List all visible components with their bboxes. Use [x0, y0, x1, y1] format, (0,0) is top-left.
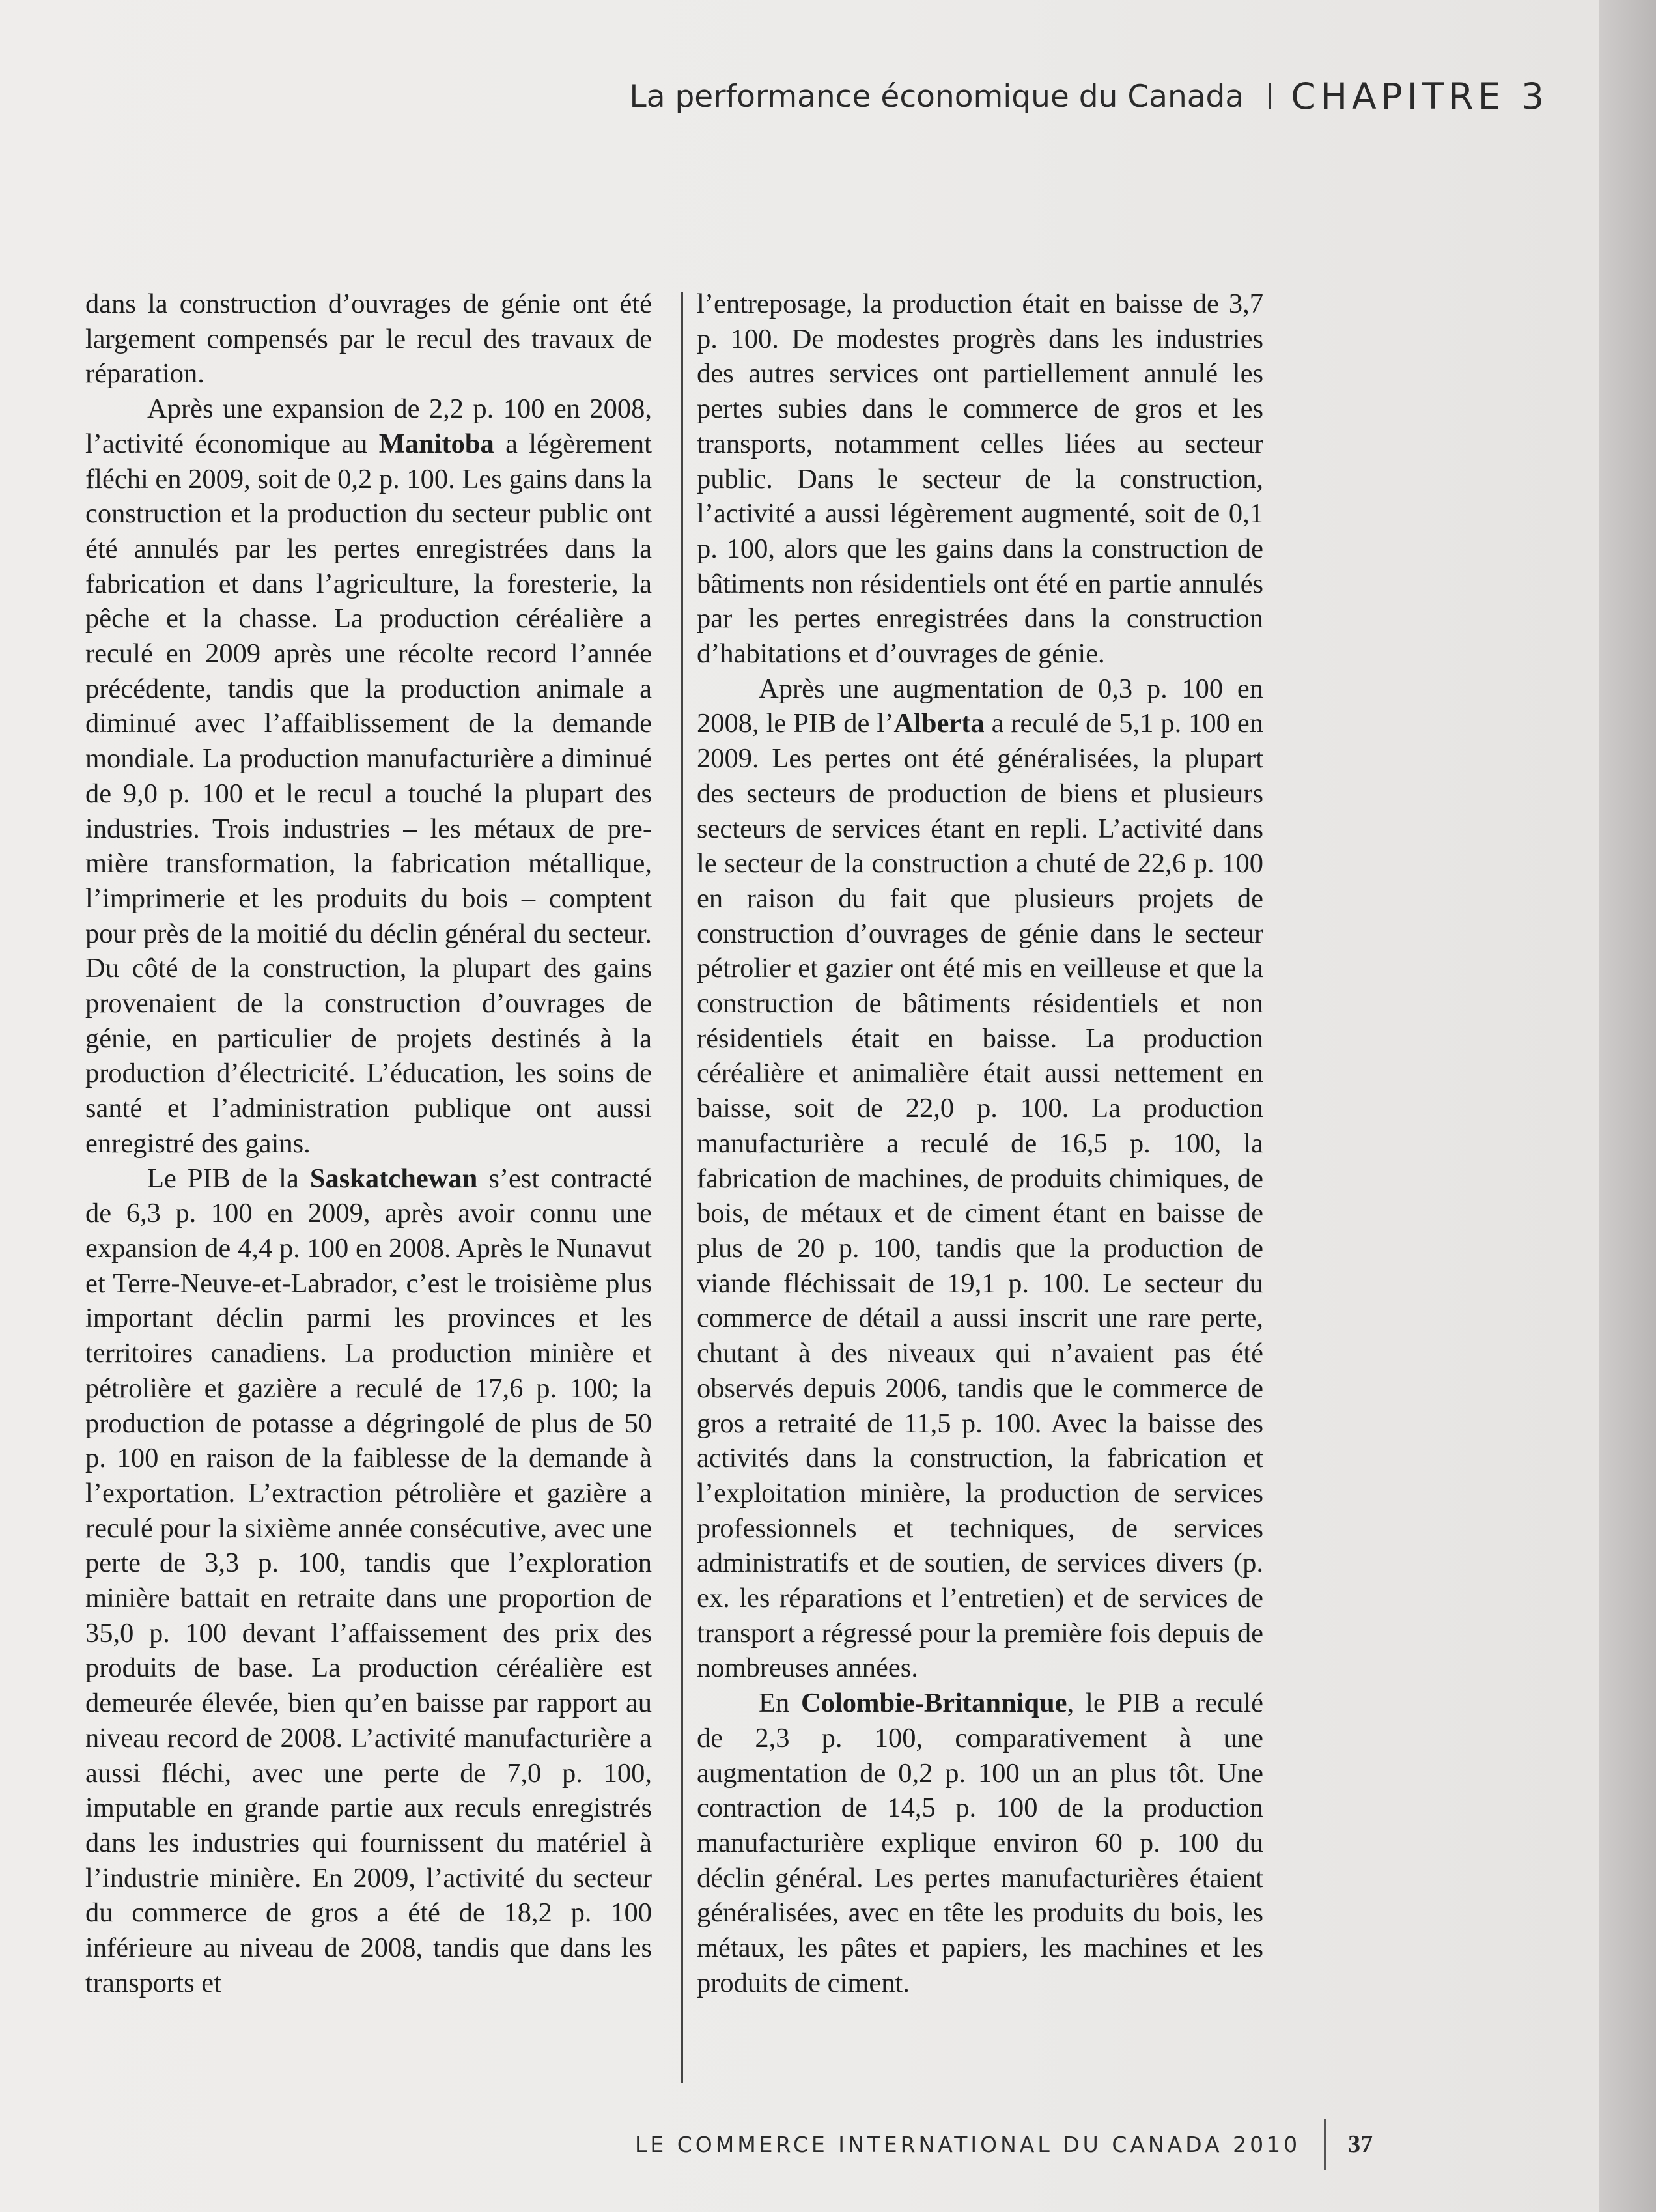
right-column: [697, 287, 1263, 2000]
running-header: [630, 70, 1549, 122]
chapter-label: CHAPITRE 3: [1291, 76, 1549, 117]
paragraph: l’entreposage, la production était en baisse de 3,7 p. 100. De modestes progrès dans les industries des autres services ont partiellement annulé les pertes subies dans le commerce de gros et les transports, notamment celles liées au secteur public. Dans le secteur de la construction, l’activité a aussi légèrement augmenté, soit de 0,1 p. 100, alors que les gains dans la construction de bâtiments non résidentiels ont été en partie annulés par les pertes enregistrées dans la construction d’habitations et d’ouvrages de génie.: [697, 289, 1263, 670]
running-footer: [635, 2125, 1373, 2164]
page-edge-shadow: [1599, 0, 1656, 2212]
province-name: Colombie-Britannique: [801, 1688, 1067, 1719]
paragraph-manitoba: Après une expansion de 2,2 p. 100 en 2008, l’activité économique au Manitoba a légèrement fléchi en 2009, soit de 0,2 p. 100. Les gains dans la construction et la production du secteur public ont été annulés par les pertes enregistrées dans la fabrication et dans l’agriculture, la foresterie, la pêche et la chasse. La production céréalière a reculé en 2009 après une récolte record l’année précédente, tandis que la production animale a diminué avec l’affaiblissement de la demande mondiale. La production manufacturière a diminué de 9,0 p. 100 et le recul a touché la plupart des industries. Trois industries – les métaux de première transformation, la fabrication métallique, l’imprimerie et les produits du bois – comptent pour près de la moitié du déclin général du secteur. Du côté de la construction, la plupart des gains provenaient de la construction d’ouvrages de génie, en particulier de projets destinés à la production d’électricité. L’éducation, les soins de santé et l’administration publique ont aussi enregistré des gains.: [85, 393, 652, 1159]
footer-separator: [1324, 2119, 1326, 2170]
province-name: Alberta: [893, 708, 985, 739]
publication-title: LE COMMERCE INTERNATIONAL DU CANADA 2010: [635, 2131, 1301, 2157]
page-number: 37: [1348, 2131, 1373, 2158]
running-header-title: La performance économique du Canada: [629, 78, 1244, 115]
left-column: [85, 287, 652, 2000]
header-separator: [1269, 83, 1271, 109]
paragraph-saskatchewan: Le PIB de la Saskatchewan s’est contracté de 6,3 p. 100 en 2009, après avoir connu une expansion de 4,4 p. 100 en 2008. Après le Nunavut et Terre-Neuve-et-Labrador, c’est le troisième plus important déclin parmi les provinces et les territoires canadiens. La production minière et pétrolière et gazière a reculé de 17,6 p. 100; la production de potasse a dégringolé de plus de 50 p. 100 en raison de la faiblesse de la demande à l’exportation. L’extraction pétrolière et gazière a reculé pour la sixième année consécutive, avec une perte de 3,3 p. 100, tandis que l’exploration minière battait en retraite dans une proportion de 35,0 p. 100 devant l’affaissement des prix des produits de base. La production céréalière est demeurée élevée, bien qu’en baisse par rapport au niveau record de 2008. L’activité manufacturière a aussi fléchi, avec une perte de 7,0 p. 100, imputable en grande partie aux reculs enregistrés dans les industries qui fournissent du matériel à l’industrie minière. En 2009, l’activité du secteur du commerce de gros a été de 18,2 p. 100 inférieure au niveau de 2008, tandis que dans les transports et: [85, 1163, 652, 1998]
paragraph-alberta: Après une augmentation de 0,3 p. 100 en 2008, le PIB de l’Alberta a reculé de 5,1 p. 100 en 2009. Les pertes ont été généralisées, la plupart des secteurs de production de biens et plusieurs secteurs de services étant en repli. L’activité dans le secteur de la construction a chuté de 22,6 p. 100 en raison du fait que plusieurs projets de construction d’ouvrages de génie dans le secteur pétrolier et gazier ont été mis en veilleuse et que la construction de bâtiments résidentiels et non résidentiels était en baisse. La production céréalière et animalière était aussi nettement en baisse, soit de 22,0 p. 100. La production manufacturière a reculé de 16,5 p. 100, la fabrication de machines, de produits chimiques, de bois, de métaux et de ciment étant en baisse de plus de 20 p. 100, tandis que la production de viande fléchissait de 19,1 p. 100. Le secteur du commerce de détail a aussi inscrit une rare perte, chutant à des niveaux qui n’avaient pas été observés depuis 2006, tandis que le commerce de gros a retraité de 11,5 p. 100. Avec la baisse des activités dans la construction, la fabrication et l’exploitation minière, la production de services professionnels et techniques, de services administratifs et de soutien, de services divers (p. ex. les réparations et l’entretien) et de services de transport a régressé pour la première fois depuis de nombreuses années.: [697, 673, 1263, 1684]
column-divider: [681, 292, 683, 2083]
paragraph: dans la construction d’ouvrages de génie ont été largement compensés par le recul des travaux de réparation.: [85, 289, 652, 390]
paragraph-colombie-britannique: En Colombie-Britannique, le PIB a reculé de 2,3 p. 100, comparativement à une augmentation de 0,2 p. 100 un an plus tôt. Une contraction de 14,5 p. 100 de la production manufacturière explique environ 60 p. 100 du déclin général. Les pertes manufacturières étaient généralisées, avec en tête les produits du bois, les métaux, les pâtes et papiers, les machines et les produits de ciment.: [697, 1688, 1263, 1998]
province-name: Manitoba: [378, 428, 494, 459]
province-name: Saskatchewan: [309, 1163, 478, 1194]
